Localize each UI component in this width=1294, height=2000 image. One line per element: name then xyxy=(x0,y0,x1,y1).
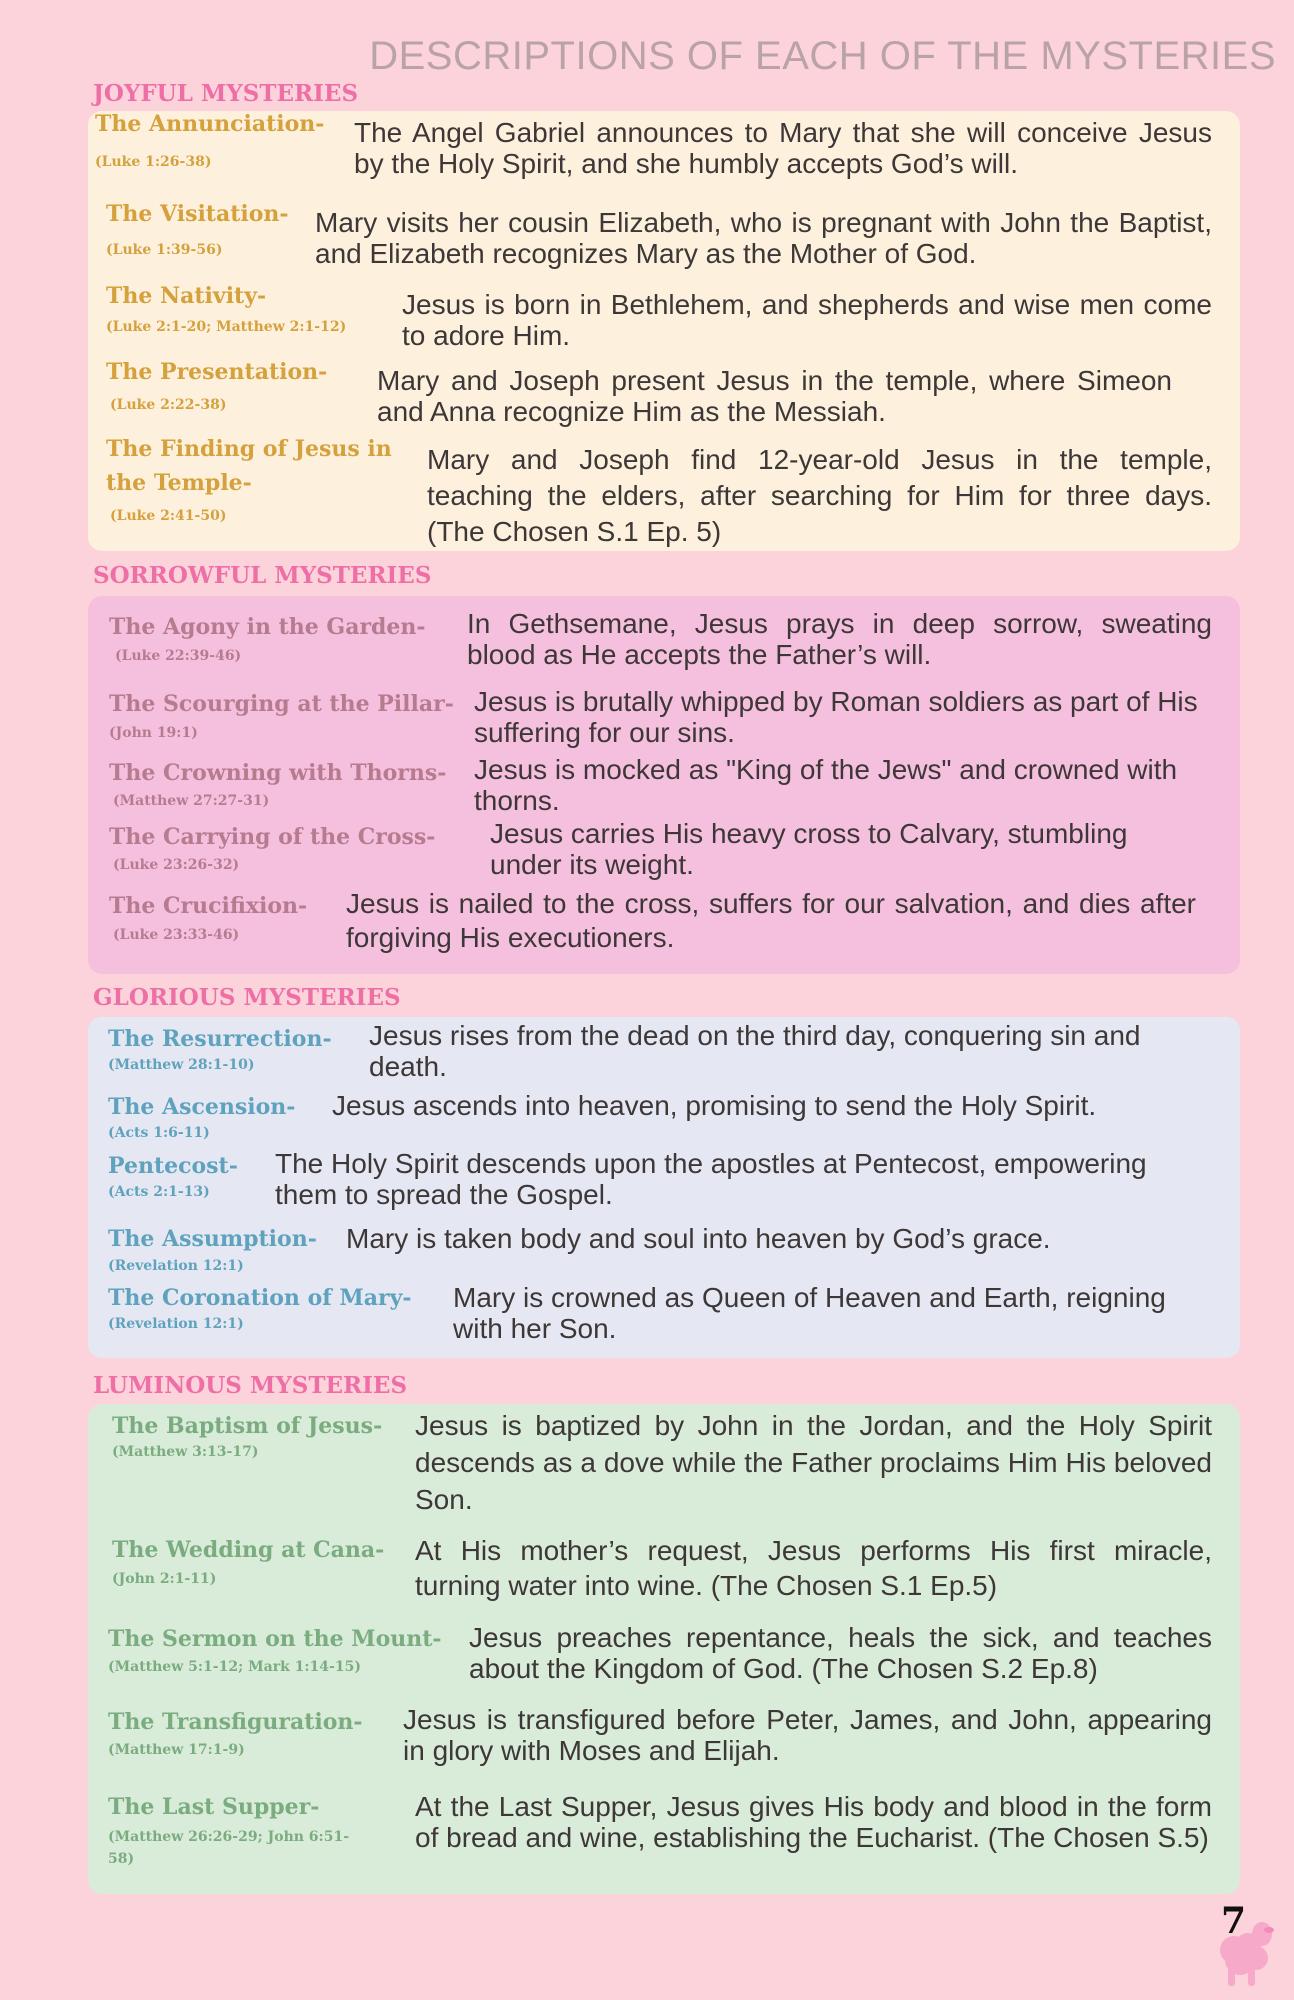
mystery-name: The Crowning with Thorns- xyxy=(109,760,447,786)
mystery-description: Mary visits her cousin Elizabeth, who is pregnant with John the Baptist, and Elizabeth recognizes Mary as the Mother of God. xyxy=(315,207,1212,269)
mystery-name: The Scourging at the Pillar- xyxy=(109,691,454,717)
mystery-description: In Gethsemane, Jesus prays in deep sorrow, sweating blood as He accepts the Father’s will. xyxy=(467,608,1212,670)
page-title: DESCRIPTIONS OF EACH OF THE MYSTERIES xyxy=(369,34,1276,78)
luminous-mysteries-box xyxy=(88,1404,1240,1894)
mystery-name-line2: the Temple- xyxy=(106,470,252,496)
mystery-name: The Crucifixion- xyxy=(109,893,308,919)
mystery-description: Jesus is transfigured before Peter, James, and John, appearing in glory with Moses and Elijah. xyxy=(403,1704,1212,1766)
mystery-description: Mary and Joseph find 12-year-old Jesus in the temple, teaching the elders, after searching for Him for three days. (The Chosen S.1 Ep. 5) xyxy=(427,444,1212,547)
mystery-description: Jesus is baptized by John in the Jordan, and the Holy Spirit descends as a dove while the Father proclaims Him His beloved Son. xyxy=(415,1410,1212,1515)
mystery-description: Jesus rises from the dead on the third day, conquering sin and death. xyxy=(369,1020,1141,1082)
mystery-reference: (Matthew 28:1-10) xyxy=(108,1057,255,1073)
mystery-reference: (Matthew 27:27-31) xyxy=(113,793,270,809)
mystery-reference: (Luke 1:26-38) xyxy=(95,154,212,170)
mystery-description: Jesus is brutally whipped by Roman soldiers as part of His suffering for our sins. xyxy=(474,686,1198,748)
mystery-name: Pentecost- xyxy=(108,1153,238,1179)
page-number: 7 xyxy=(1220,1900,1246,1942)
mystery-reference: (Luke 1:39-56) xyxy=(106,242,223,258)
mystery-description: At His mother’s request, Jesus performs His first miracle, turning water into wine. (The Chosen S.1 Ep.5) xyxy=(415,1535,1212,1601)
mystery-name: The Transfiguration- xyxy=(108,1709,363,1735)
mystery-name: The Annunciation- xyxy=(95,111,325,137)
mystery-name: The Baptism of Jesus- xyxy=(112,1413,383,1439)
mystery-name: The Wedding at Cana- xyxy=(112,1537,385,1563)
mystery-reference: (Matthew 26:26-29; John 6:51- xyxy=(108,1829,350,1845)
mystery-name: The Resurrection- xyxy=(108,1026,332,1052)
mystery-name: The Coronation of Mary- xyxy=(108,1285,412,1311)
mystery-description: The Angel Gabriel announces to Mary that she will conceive Jesus by the Holy Spirit, and she humbly accepts God’s will. xyxy=(354,117,1212,179)
mystery-name: The Nativity- xyxy=(106,283,267,309)
glorious-mysteries-box xyxy=(88,1017,1240,1358)
section-heading-sorrowful: SORROWFUL MYSTERIES xyxy=(93,562,432,589)
mystery-reference: (Luke 2:1-20; Matthew 2:1-12) xyxy=(106,319,347,335)
mystery-name: The Presentation- xyxy=(106,359,328,385)
mystery-reference: (Acts 1:6-11) xyxy=(108,1125,210,1141)
mystery-name: The Carrying of the Cross- xyxy=(109,824,436,850)
mystery-description: Jesus is mocked as "King of the Jews" and crowned with thorns. xyxy=(474,754,1178,816)
mystery-reference: (Luke 22:39-46) xyxy=(115,648,242,664)
section-heading-luminous: LUMINOUS MYSTERIES xyxy=(93,1372,408,1399)
mystery-description: At the Last Supper, Jesus gives His body and blood in the form of bread and wine, establishing the Eucharist. (The Chosen S.5) xyxy=(415,1791,1212,1853)
section-heading-glorious: GLORIOUS MYSTERIES xyxy=(93,984,401,1011)
mystery-reference: (Luke 23:26-32) xyxy=(113,857,240,873)
mystery-name: The Assumption- xyxy=(108,1226,317,1252)
mystery-description: Jesus carries His heavy cross to Calvary, stumbling under its weight. xyxy=(490,818,1128,880)
mystery-reference: (Luke 2:41-50) xyxy=(110,508,227,524)
mystery-description: Jesus ascends into heaven, promising to send the Holy Spirit. xyxy=(332,1090,1097,1121)
mystery-name: The Visitation- xyxy=(106,201,289,227)
mystery-name: The Agony in the Garden- xyxy=(109,614,426,640)
mystery-description: Jesus preaches repentance, heals the sick, and teaches about the Kingdom of God. (The Chosen S.2 Ep.8) xyxy=(469,1622,1212,1684)
section-heading-joyful: JOYFUL MYSTERIES xyxy=(93,80,359,107)
mystery-reference: (John 2:1-11) xyxy=(112,1571,217,1587)
joyful-mysteries-box xyxy=(88,111,1240,551)
mystery-reference: (Revelation 12:1) xyxy=(108,1258,244,1274)
mystery-description: Mary and Joseph present Jesus in the temple, where Simeon and Anna recognize Him as the Messiah. xyxy=(377,365,1172,427)
mystery-name: The Last Supper- xyxy=(108,1794,320,1820)
mystery-reference-line2: 58) xyxy=(108,1851,135,1867)
mystery-reference: (Luke 23:33-46) xyxy=(113,927,240,943)
mystery-reference: (Revelation 12:1) xyxy=(108,1316,244,1332)
mystery-reference: (Matthew 5:1-12; Mark 1:14-15) xyxy=(108,1659,361,1675)
sorrowful-mysteries-box xyxy=(88,596,1240,974)
mystery-description: Jesus is born in Bethlehem, and shepherds and wise men come to adore Him. xyxy=(402,289,1212,351)
mystery-description: Mary is crowned as Queen of Heaven and Earth, reigning with her Son. xyxy=(453,1282,1166,1344)
mystery-description: Jesus is nailed to the cross, suffers for our salvation, and dies after forgiving His executioners. xyxy=(346,888,1196,953)
mystery-description: Mary is taken body and soul into heaven by God’s grace. xyxy=(346,1223,1051,1254)
mystery-reference: (Acts 2:1-13) xyxy=(108,1184,210,1200)
mystery-description: The Holy Spirit descends upon the apostles at Pentecost, empowering them to spread the Gospel. xyxy=(275,1148,1147,1210)
mystery-reference: (Matthew 17:1-9) xyxy=(108,1742,245,1758)
mystery-name: The Sermon on the Mount- xyxy=(108,1626,442,1652)
mystery-reference: (John 19:1) xyxy=(109,725,198,741)
mystery-name: The Finding of Jesus in xyxy=(106,436,392,462)
mystery-reference: (Matthew 3:13-17) xyxy=(112,1444,259,1460)
mystery-name: The Ascension- xyxy=(108,1094,296,1120)
mystery-reference: (Luke 2:22-38) xyxy=(110,397,227,413)
